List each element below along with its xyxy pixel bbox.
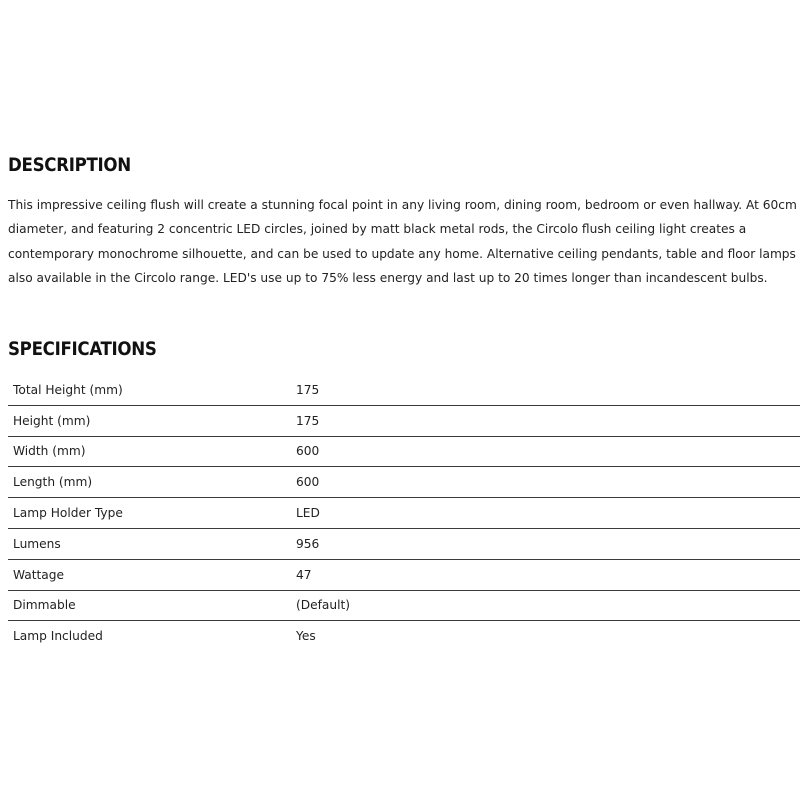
spec-value: LED	[291, 498, 800, 529]
spec-row-dimmable	[8, 590, 800, 621]
spec-label: Dimmable	[8, 590, 291, 621]
description-text	[8, 193, 800, 290]
spec-row-height	[8, 405, 800, 436]
description-heading: DESCRIPTION	[8, 155, 131, 176]
description-line: contemporary monochrome silhouette, and can be used to update any home. Alternative ceiling pendants, table and floor lamps	[8, 246, 796, 261]
description-line: also available in the Circolo range. LED's use up to 75% less energy and last up to 20 times longer than incandescent bulbs.	[8, 270, 768, 285]
spec-row-wattage	[8, 559, 800, 590]
spec-value: 600	[291, 436, 800, 467]
spec-label: Total Height (mm)	[8, 375, 291, 405]
description-line: This impressive ceiling flush will create a stunning focal point in any living room, dining room, bedroom or even hallway. At 60cm	[8, 198, 797, 212]
spec-value: 956	[291, 528, 800, 559]
spec-value: 175	[291, 405, 800, 436]
spec-label: Length (mm)	[8, 467, 291, 498]
spec-label: Wattage	[8, 559, 291, 590]
description-line: diameter, and featuring 2 concentric LED circles, joined by matt black metal rods, the Circolo flush ceiling light creates a	[8, 222, 747, 237]
spec-value: 175	[291, 375, 800, 405]
spec-row-lamp-included	[8, 621, 800, 651]
spec-value: 600	[291, 467, 800, 498]
spec-row-lamp-holder-type	[8, 498, 800, 529]
spec-value: 47	[291, 559, 800, 590]
spec-row-length	[8, 467, 800, 498]
specifications-heading: SPECIFICATIONS	[8, 339, 157, 360]
spec-label: Width (mm)	[8, 436, 291, 467]
spec-label: Lamp Included	[13, 629, 103, 644]
spec-row-lumens	[8, 528, 800, 559]
spec-label: Lamp Holder Type	[8, 498, 291, 529]
spec-value: Yes	[296, 629, 316, 644]
spec-row-total-height	[8, 375, 800, 405]
spec-value: (Default)	[291, 590, 800, 621]
spec-row-width	[8, 436, 800, 467]
spec-label: Height (mm)	[8, 405, 291, 436]
spec-label: Lumens	[8, 528, 291, 559]
specifications-table	[8, 375, 800, 651]
